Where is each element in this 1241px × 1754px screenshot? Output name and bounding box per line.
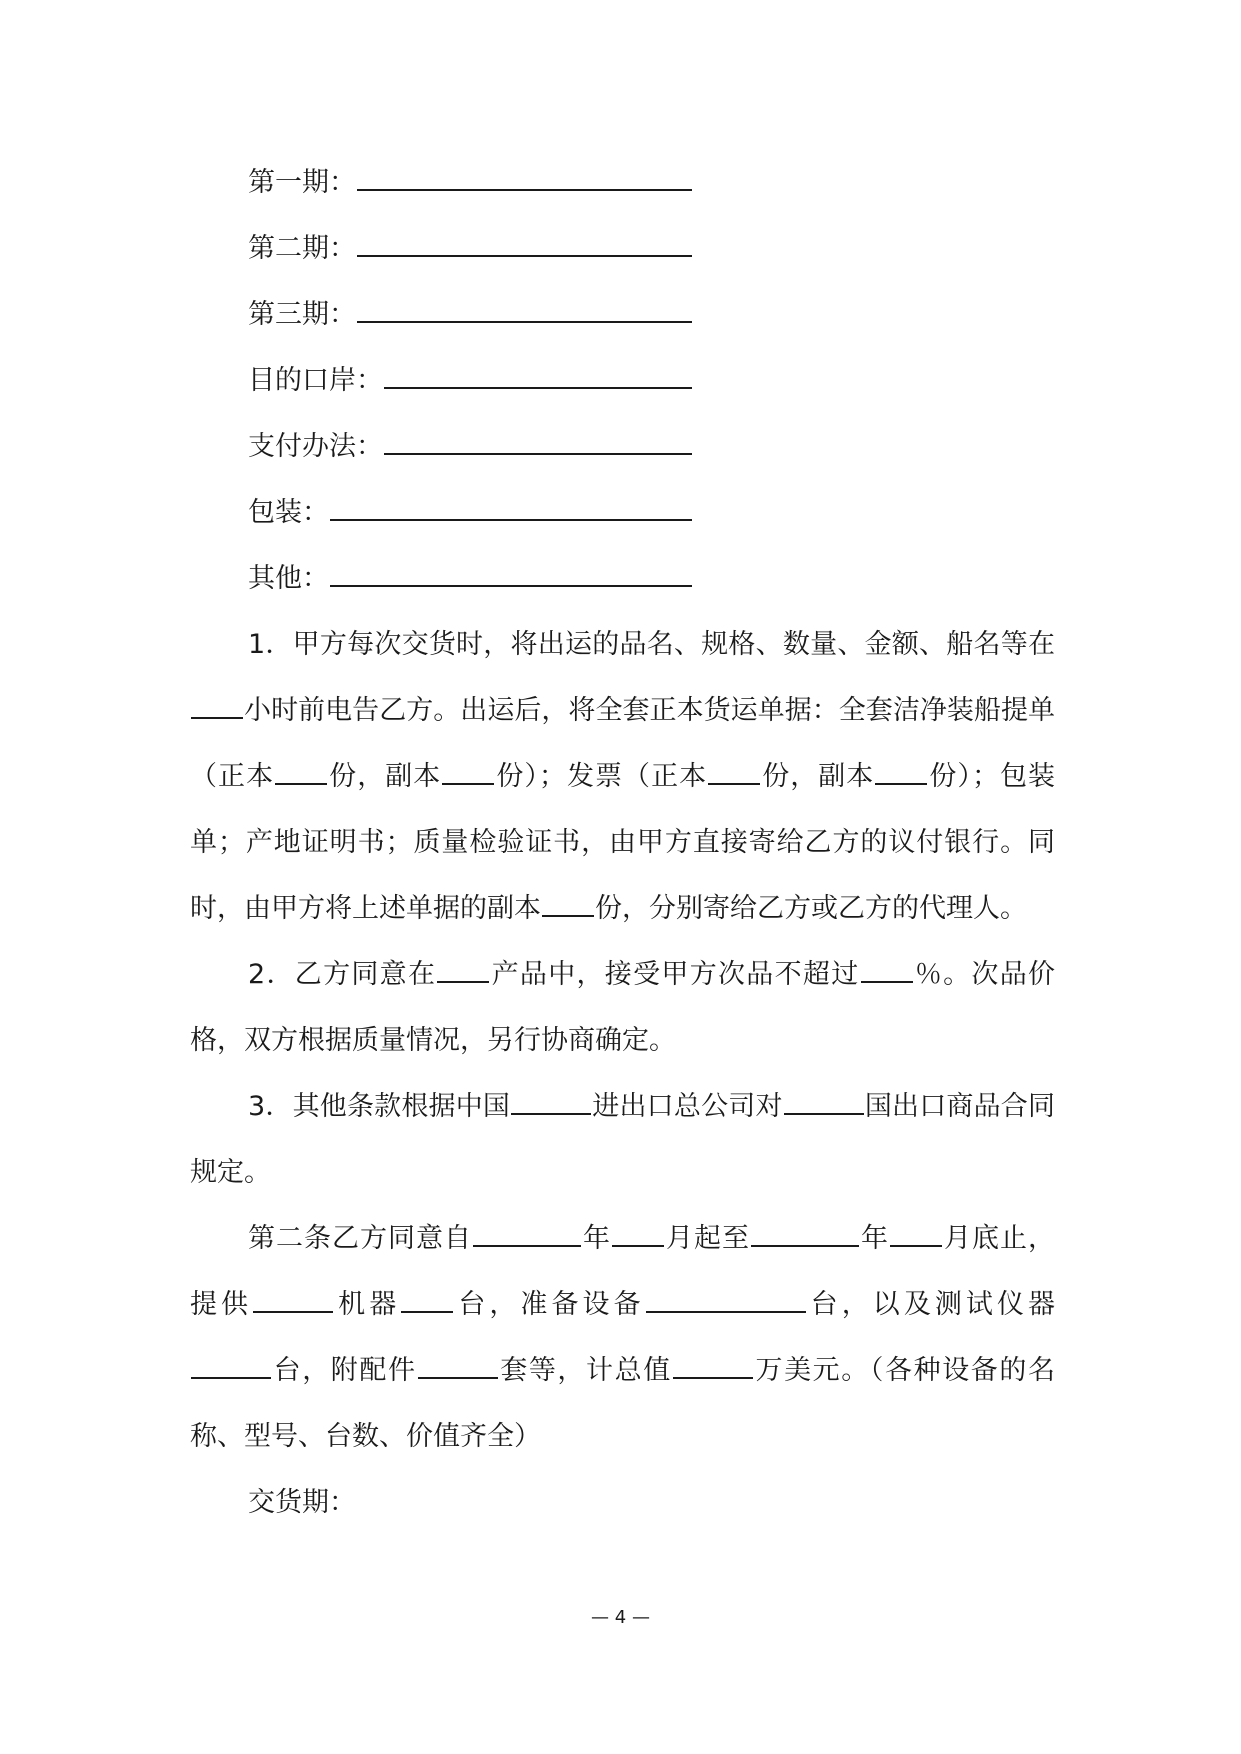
clause-text: 进出口总公司对	[592, 1091, 783, 1122]
clause-text: 3．其他条款根据中国	[248, 1091, 511, 1122]
clause-text: 份）；包装单；产地证明书；质量检验证书，由甲方直接寄给乙方的议付银行。同时，由甲方将上述单据的副本	[190, 761, 1056, 924]
clause-text: 份，副本	[328, 761, 442, 792]
clause-text: 国出口商品合同规定。	[190, 1091, 1056, 1188]
fill-blank	[861, 955, 913, 983]
fill-blank	[253, 1285, 333, 1313]
field-phase-2	[190, 216, 1055, 282]
document-body	[190, 150, 1055, 1536]
fill-blank	[357, 159, 692, 191]
fill-blank	[401, 1285, 453, 1313]
field-label: 第一期：	[248, 167, 356, 198]
fill-blank	[357, 291, 692, 323]
field-destination-port	[190, 348, 1055, 414]
fill-blank	[784, 1087, 864, 1115]
clause-text: 月底止，提供	[190, 1223, 1055, 1320]
fill-blank	[384, 357, 692, 389]
clause-text: 产品中，接受甲方次品不超过	[490, 959, 860, 990]
fill-blank	[330, 555, 692, 587]
clause-text: 机器	[334, 1289, 401, 1320]
clause-text: 交货期：	[248, 1487, 356, 1518]
fill-blank	[473, 1219, 581, 1247]
fill-blank	[442, 757, 494, 785]
field-phase-3	[190, 282, 1055, 348]
clause-text: 套等，计总值	[498, 1355, 672, 1386]
fill-blank	[191, 691, 243, 719]
clause-text: 份）；发票（正本	[495, 761, 708, 792]
fill-blank	[275, 757, 327, 785]
clause-text: 台，以及测试仪器	[806, 1289, 1056, 1320]
clause-text: 份，分别寄给乙方或乙方的代理人。	[595, 893, 1027, 924]
field-label: 包装：	[248, 497, 329, 528]
clause-text: 月起至	[665, 1223, 750, 1254]
field-label: 第二期：	[248, 233, 356, 264]
clause-text: 年	[582, 1223, 611, 1254]
page-number: — 4 —	[591, 1607, 650, 1628]
field-phase-1	[190, 150, 1055, 216]
fill-blank	[418, 1351, 498, 1379]
clause-text: 2．乙方同意在	[248, 959, 437, 990]
clause-3	[190, 1074, 1055, 1206]
field-label: 第三期：	[248, 299, 356, 330]
fill-blank	[437, 955, 489, 983]
clause-2	[190, 942, 1055, 1074]
clause-text: 台，准备设备	[454, 1289, 645, 1320]
article-2	[190, 1206, 1055, 1470]
clause-text: 台，附配件	[272, 1355, 417, 1386]
clause-text: 1．甲方每次交货时，将出运的品名、规格、数量、金额、船名等在	[248, 629, 1055, 660]
field-payment-method	[190, 414, 1055, 480]
clause-text: ％。次品价格，双方根据质量情况，另行协商确定。	[190, 959, 1056, 1056]
field-label: 其他：	[248, 563, 329, 594]
fill-blank	[673, 1351, 753, 1379]
clause-text: 小时前电告乙方。出运后，将全套正本货运单据：全套洁净装船提单（正本	[190, 695, 1055, 792]
delivery-period	[190, 1470, 1055, 1536]
fill-blank	[875, 757, 927, 785]
fill-blank	[384, 423, 692, 455]
clause-1	[190, 612, 1055, 942]
field-label: 目的口岸：	[248, 365, 383, 396]
clause-text: 年	[860, 1223, 889, 1254]
fill-blank	[890, 1219, 942, 1247]
fill-blank	[511, 1087, 591, 1115]
fill-blank	[542, 889, 594, 917]
field-label: 支付办法：	[248, 431, 383, 462]
fill-blank	[357, 225, 692, 257]
clause-text: 第二条乙方同意自	[248, 1223, 472, 1254]
fill-blank	[708, 757, 760, 785]
fill-blank	[646, 1285, 806, 1313]
fill-blank	[330, 489, 692, 521]
fill-blank	[751, 1219, 859, 1247]
clause-text: 万美元。（各种设备的名称、型号、台数、价值齐全）	[190, 1355, 1056, 1452]
field-packaging	[190, 480, 1055, 546]
field-other	[190, 546, 1055, 612]
fill-blank	[191, 1351, 271, 1379]
clause-text: 份，副本	[761, 761, 875, 792]
fill-blank	[612, 1219, 664, 1247]
